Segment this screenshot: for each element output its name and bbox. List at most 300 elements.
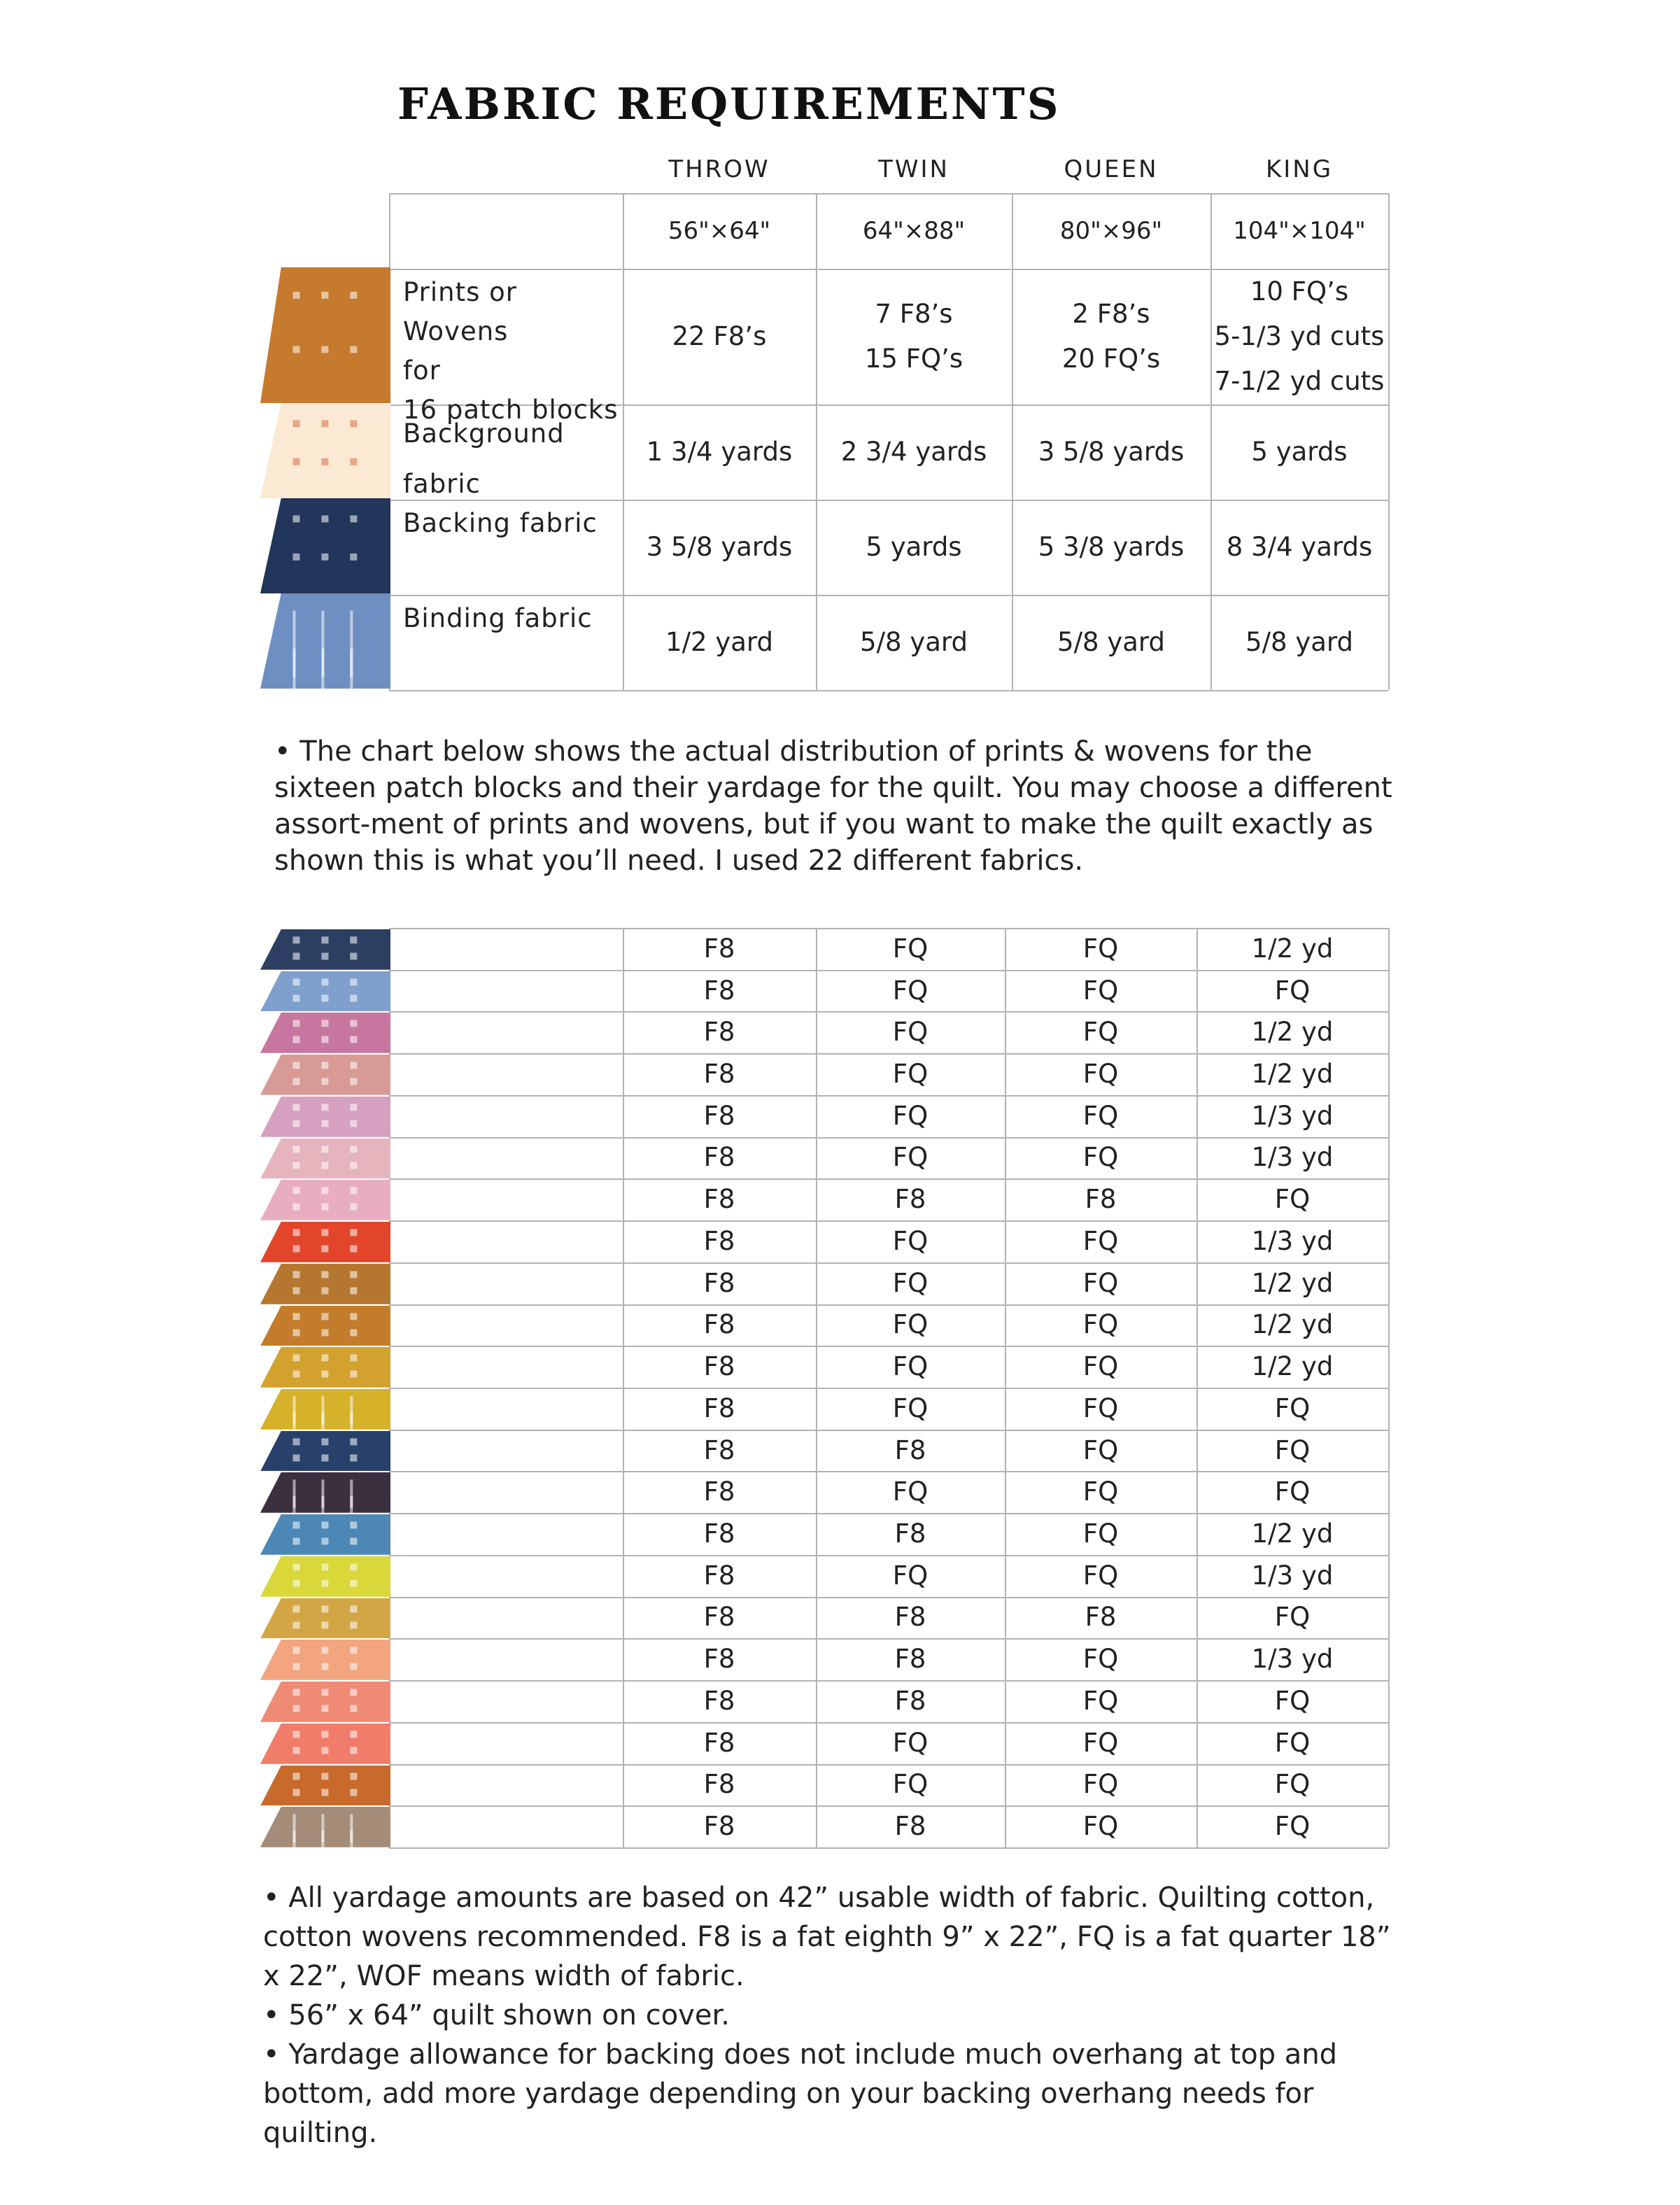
distribution-value: F8 — [703, 1602, 735, 1633]
fabric-swatch — [260, 1097, 390, 1137]
swatch-pattern-mark — [293, 1146, 300, 1153]
swatch-pattern-mark — [350, 1062, 357, 1069]
fabric-swatch — [260, 593, 390, 689]
distribution-value: FQ — [892, 1351, 929, 1382]
requirement-value-line: 7-1/2 yd cuts — [1214, 366, 1385, 396]
swatch-pattern-mark — [321, 978, 328, 985]
swatch-pattern-mark — [321, 1454, 328, 1461]
swatch-pattern-mark — [321, 292, 328, 299]
swatch-pattern-mark — [350, 1104, 357, 1111]
fabric-swatch — [260, 1472, 390, 1513]
distribution-value: F8 — [894, 1184, 926, 1215]
distribution-value: F8 — [703, 1769, 735, 1800]
distribution-value: FQ — [892, 1017, 929, 1048]
swatch-pattern-mark — [293, 1747, 300, 1754]
swatch-pattern-mark — [293, 346, 300, 353]
swatch-pattern-mark — [321, 1773, 328, 1780]
swatch-pattern-mark — [350, 1078, 357, 1085]
fabric-swatch-shape — [260, 1598, 390, 1639]
swatch-pattern-mark — [321, 1605, 328, 1612]
distribution-value: F8 — [703, 1727, 735, 1758]
swatch-pattern-mark — [293, 1020, 300, 1027]
distribution-value: FQ — [892, 975, 929, 1006]
swatch-pattern-mark — [321, 1747, 328, 1754]
grid-line — [1388, 928, 1390, 1847]
fabric-swatch-shape — [260, 1514, 390, 1555]
swatch-pattern-mark — [293, 1663, 300, 1670]
distribution-value: FQ — [1274, 1727, 1311, 1758]
distribution-value: FQ — [1082, 1560, 1119, 1591]
swatch-pattern-mark — [293, 1538, 300, 1545]
swatch-pattern-mark — [293, 1579, 300, 1586]
distribution-value: FQ — [892, 1309, 929, 1340]
distribution-value: FQ — [1082, 1477, 1119, 1507]
swatch-pattern-mark — [293, 1313, 300, 1320]
swatch-pattern-mark — [321, 1188, 328, 1195]
distribution-value: F8 — [703, 1435, 735, 1465]
fabric-swatch-shape — [260, 1472, 390, 1513]
swatch-pattern-mark — [293, 1454, 300, 1461]
swatch-pattern-mark — [350, 1831, 353, 1847]
distribution-value: FQ — [1274, 1769, 1311, 1800]
swatch-pattern-mark — [293, 1621, 300, 1628]
requirement-label-line: Backing fabric — [403, 508, 598, 538]
fabric-swatch — [260, 1556, 390, 1597]
requirement-value — [623, 595, 816, 690]
distribution-value: F8 — [894, 1644, 926, 1675]
fabric-swatch — [260, 1306, 390, 1346]
distribution-value: F8 — [703, 1811, 735, 1842]
requirement-value — [816, 500, 1012, 595]
swatch-pattern-mark — [350, 554, 357, 561]
swatch-pattern-mark — [350, 1731, 357, 1738]
requirement-value-line: 7 F8’s — [875, 299, 953, 329]
distribution-value: FQ — [1274, 1393, 1311, 1423]
requirement-value-line: 1 3/4 yards — [646, 437, 793, 467]
distribution-value: F8 — [894, 1685, 926, 1716]
distribution-value: FQ — [1274, 1435, 1311, 1465]
distribution-value: FQ — [1274, 975, 1311, 1006]
swatch-pattern-mark — [293, 292, 300, 299]
distribution-value: F8 — [703, 1685, 735, 1716]
fabric-swatch — [260, 1598, 390, 1639]
requirement-value-line: 15 FQ’s — [864, 344, 963, 374]
page-title: FABRIC REQUIREMENTS — [397, 78, 1061, 129]
swatch-pattern-mark — [293, 515, 300, 522]
fabric-swatch — [260, 1514, 390, 1555]
requirement-value — [816, 595, 1012, 690]
swatch-pattern-mark — [350, 1747, 357, 1754]
distribution-value: FQ — [1082, 1393, 1119, 1423]
distribution-value: 1/3 yd — [1251, 1560, 1334, 1591]
swatch-pattern-mark — [321, 649, 324, 689]
distribution-value: F8 — [703, 1644, 735, 1675]
distribution-value: 1/3 yd — [1251, 1142, 1334, 1173]
fabric-swatch-shape — [260, 1682, 390, 1722]
distribution-value: FQ — [1274, 1811, 1311, 1842]
swatch-pattern-mark — [321, 1036, 328, 1043]
distribution-value: F8 — [703, 1184, 735, 1215]
requirement-value-line: 3 5/8 yards — [646, 532, 793, 562]
distribution-value: FQ — [892, 1267, 929, 1298]
requirement-value-line: 5 yards — [1251, 437, 1348, 467]
distribution-value: FQ — [892, 933, 929, 964]
swatch-pattern-mark — [350, 1355, 357, 1362]
distribution-value: FQ — [1082, 1811, 1119, 1842]
swatch-pattern-mark — [350, 1579, 357, 1586]
distribution-value: FQ — [892, 1727, 929, 1758]
swatch-pattern-mark — [350, 1522, 357, 1529]
distribution-value: F8 — [703, 1059, 735, 1090]
swatch-pattern-mark — [350, 978, 357, 985]
swatch-pattern-mark — [293, 1287, 300, 1294]
distribution-value: FQ — [892, 1769, 929, 1800]
distribution-value: FQ — [1082, 1519, 1119, 1549]
grid-line — [389, 1847, 1388, 1849]
fabric-swatch-shape — [260, 1055, 390, 1095]
fabric-swatch — [260, 1264, 390, 1304]
distribution-value: F8 — [703, 1560, 735, 1591]
swatch-pattern-mark — [293, 1188, 300, 1195]
swatch-pattern-mark — [321, 936, 328, 943]
fabric-swatch — [260, 1766, 390, 1806]
swatch-pattern-mark — [350, 1412, 353, 1429]
requirement-value-line: 5/8 yard — [860, 627, 968, 657]
distribution-value: F8 — [1085, 1184, 1117, 1215]
distribution-value: FQ — [1082, 1017, 1119, 1048]
distribution-value: F8 — [1085, 1602, 1117, 1633]
note-item: • 56” x 64” quilt shown on cover. — [263, 1999, 730, 2031]
swatch-pattern-mark — [293, 1204, 300, 1211]
swatch-pattern-mark — [350, 420, 357, 427]
distribution-value: FQ — [1082, 1769, 1119, 1800]
requirement-value-line: 22 F8’s — [672, 321, 767, 351]
fabric-swatch-shape — [260, 1807, 390, 1847]
size-header-twin: TWIN — [878, 155, 950, 183]
swatch-pattern-mark — [350, 1146, 357, 1153]
swatch-pattern-mark — [293, 1731, 300, 1738]
size-dimensions: 104"×104" — [1233, 217, 1366, 245]
distribution-value: F8 — [703, 1225, 735, 1256]
distribution-value: FQ — [1082, 1059, 1119, 1090]
distribution-value: 1/2 yd — [1251, 933, 1334, 964]
fabric-swatch-shape — [260, 1222, 390, 1262]
distribution-value: FQ — [1082, 975, 1119, 1006]
requirement-value — [1210, 500, 1388, 595]
requirement-label — [403, 504, 620, 543]
swatch-pattern-mark — [350, 1496, 353, 1513]
distribution-value: F8 — [894, 1811, 926, 1842]
distribution-value: FQ — [1082, 1435, 1119, 1465]
distribution-value: FQ — [892, 1560, 929, 1591]
swatch-pattern-mark — [350, 1789, 357, 1796]
distribution-value: F8 — [703, 1477, 735, 1507]
swatch-pattern-mark — [350, 1605, 357, 1612]
swatch-pattern-mark — [321, 1647, 328, 1654]
swatch-pattern-mark — [321, 1162, 328, 1169]
swatch-pattern-mark — [321, 346, 328, 353]
distribution-value: 1/2 yd — [1251, 1519, 1334, 1549]
grid-line — [1388, 193, 1390, 690]
swatch-pattern-mark — [321, 1313, 328, 1320]
swatch-pattern-mark — [321, 1104, 328, 1111]
swatch-pattern-mark — [350, 649, 353, 689]
requirement-value — [623, 404, 816, 500]
distribution-value: 1/2 yd — [1251, 1351, 1334, 1382]
swatch-pattern-mark — [293, 649, 296, 689]
requirement-label-line: Binding fabric — [403, 603, 593, 633]
swatch-pattern-mark — [321, 1689, 328, 1696]
size-header-throw: THROW — [668, 155, 770, 183]
requirement-value-line: 3 5/8 yards — [1038, 437, 1185, 467]
requirement-value-line: 5 3/8 yards — [1038, 532, 1185, 562]
size-dimensions: 64"×88" — [862, 217, 966, 245]
requirement-label-line: 16 patch blocks — [403, 395, 619, 425]
distribution-value: 1/2 yd — [1251, 1267, 1334, 1298]
swatch-pattern-mark — [350, 1313, 357, 1320]
requirement-value-line: 8 3/4 yards — [1226, 532, 1373, 562]
swatch-pattern-mark — [293, 1496, 296, 1513]
swatch-pattern-mark — [350, 1162, 357, 1169]
swatch-pattern-mark — [293, 1689, 300, 1696]
fabric-swatch — [260, 498, 390, 593]
swatch-pattern-mark — [321, 1789, 328, 1796]
fabric-swatch-shape — [260, 1347, 390, 1388]
swatch-pattern-mark — [321, 1229, 328, 1236]
fabric-swatch-shape — [260, 1139, 390, 1179]
distribution-value: FQ — [1082, 1727, 1119, 1758]
distribution-value: FQ — [1274, 1184, 1311, 1215]
swatch-pattern-mark — [293, 952, 300, 959]
swatch-pattern-mark — [350, 1663, 357, 1670]
swatch-pattern-mark — [321, 554, 328, 561]
requirement-label — [403, 599, 620, 638]
requirement-value-line: 2 F8’s — [1072, 299, 1150, 329]
distribution-value: FQ — [892, 1142, 929, 1173]
swatch-pattern-mark — [350, 1229, 357, 1236]
swatch-pattern-mark — [321, 1579, 328, 1586]
distribution-value: FQ — [1082, 933, 1119, 964]
fabric-swatch-shape — [260, 1264, 390, 1304]
swatch-pattern-mark — [293, 1438, 300, 1445]
swatch-pattern-mark — [293, 1831, 296, 1847]
fabric-swatch — [260, 929, 390, 970]
requirement-label — [403, 273, 620, 430]
fabric-swatch — [260, 1682, 390, 1722]
requirement-value — [816, 269, 1012, 404]
fabric-swatch-shape — [260, 971, 390, 1012]
swatch-pattern-mark — [350, 515, 357, 522]
swatch-pattern-mark — [350, 952, 357, 959]
distribution-value: F8 — [703, 1519, 735, 1549]
swatch-pattern-mark — [293, 458, 300, 465]
distribution-value: F8 — [894, 1602, 926, 1633]
swatch-pattern-mark — [321, 1062, 328, 1069]
swatch-pattern-mark — [293, 994, 300, 1001]
size-dimensions: 56"×64" — [668, 217, 771, 245]
swatch-pattern-mark — [321, 1621, 328, 1628]
distribution-value: 1/3 yd — [1251, 1644, 1334, 1675]
fabric-swatch-shape — [260, 929, 390, 970]
distribution-value: FQ — [1274, 1685, 1311, 1716]
swatch-pattern-mark — [350, 1329, 357, 1336]
distribution-value: 1/2 yd — [1251, 1309, 1334, 1340]
swatch-pattern-mark — [321, 458, 328, 465]
fabric-swatch-shape — [260, 1306, 390, 1346]
fabric-swatch-shape — [260, 1640, 390, 1680]
fabric-swatch-shape — [260, 1724, 390, 1764]
swatch-pattern-mark — [321, 1371, 328, 1378]
fabric-swatch-shape — [260, 1766, 390, 1806]
distribution-value: F8 — [703, 1267, 735, 1298]
note-item: • All yardage amounts are based on 42” usable width of fabric. Quilting cotton, cotton wovens recommended. F8 is a fat eighth 9” x 22”, FQ is a fat quarter 18” x 22”, WOF means width of fabric. — [263, 1882, 1391, 1992]
fabric-swatch — [260, 1640, 390, 1680]
swatch-pattern-mark — [293, 1647, 300, 1654]
size-header-king: KING — [1265, 155, 1334, 183]
fabric-swatch-shape — [260, 267, 390, 403]
swatch-pattern-mark — [321, 1731, 328, 1738]
distribution-value: FQ — [892, 1477, 929, 1507]
distribution-value: F8 — [703, 1100, 735, 1131]
swatch-pattern-mark — [321, 1412, 324, 1429]
requirement-value-line: 5 yards — [866, 532, 962, 562]
distribution-value: 1/2 yd — [1251, 1017, 1334, 1048]
distribution-value: 1/3 yd — [1251, 1100, 1334, 1131]
swatch-pattern-mark — [350, 458, 357, 465]
swatch-pattern-mark — [321, 952, 328, 959]
swatch-pattern-mark — [321, 1020, 328, 1027]
swatch-pattern-mark — [350, 994, 357, 1001]
requirement-value — [1210, 269, 1388, 404]
swatch-pattern-mark — [321, 1438, 328, 1445]
distribution-value: FQ — [1082, 1100, 1119, 1131]
requirement-value — [1012, 404, 1210, 500]
requirement-label-line: for — [403, 355, 441, 386]
swatch-pattern-mark — [321, 1271, 328, 1278]
swatch-pattern-mark — [350, 1454, 357, 1461]
swatch-pattern-mark — [293, 978, 300, 985]
distribution-note: • The chart below shows the actual distribution of prints & wovens for the sixteen patch blocks and their yardage for the quilt. You may choose a different assort-ment of prints and wovens, but if you want to make the quilt exactly as shown this is what you’ll need. I used 22 different fabrics. — [274, 735, 1392, 877]
swatch-pattern-mark — [293, 1605, 300, 1612]
requirement-value-line: 5/8 yard — [1245, 627, 1353, 657]
swatch-pattern-mark — [293, 1371, 300, 1378]
swatch-pattern-mark — [321, 420, 328, 427]
swatch-pattern-mark — [321, 1287, 328, 1294]
swatch-pattern-mark — [293, 1412, 296, 1429]
swatch-pattern-mark — [293, 554, 300, 561]
swatch-pattern-mark — [321, 1146, 328, 1153]
swatch-pattern-mark — [350, 1371, 357, 1378]
swatch-pattern-mark — [321, 1663, 328, 1670]
requirement-value — [816, 404, 1012, 500]
swatch-pattern-mark — [321, 1078, 328, 1085]
swatch-pattern-mark — [350, 1689, 357, 1696]
fabric-swatch-shape — [260, 1431, 390, 1472]
requirement-value-line: 10 FQ’s — [1250, 276, 1349, 307]
swatch-pattern-mark — [293, 1522, 300, 1529]
distribution-value: F8 — [703, 975, 735, 1006]
fabric-swatch — [260, 1807, 390, 1847]
requirement-value — [1210, 595, 1388, 690]
fabric-swatch-shape — [260, 1389, 390, 1430]
grid-line — [389, 193, 1388, 195]
requirement-label-line: Background — [403, 418, 565, 449]
swatch-pattern-mark — [321, 515, 328, 522]
swatch-pattern-mark — [293, 1120, 300, 1127]
swatch-pattern-mark — [350, 1188, 357, 1195]
distribution-value: FQ — [1082, 1142, 1119, 1173]
fabric-swatch — [260, 971, 390, 1012]
swatch-pattern-mark — [293, 1271, 300, 1278]
fabric-swatch-shape — [260, 1097, 390, 1137]
size-dimensions: 80"×96" — [1059, 217, 1163, 245]
swatch-pattern-mark — [293, 1773, 300, 1780]
swatch-pattern-mark — [350, 1020, 357, 1027]
swatch-pattern-mark — [293, 1078, 300, 1085]
distribution-value: FQ — [1274, 1602, 1311, 1633]
swatch-pattern-mark — [293, 1705, 300, 1712]
swatch-pattern-mark — [293, 1229, 300, 1236]
swatch-pattern-mark — [293, 1062, 300, 1069]
distribution-value: F8 — [894, 1435, 926, 1465]
swatch-pattern-mark — [293, 1036, 300, 1043]
distribution-value: FQ — [1082, 1685, 1119, 1716]
requirement-value — [623, 500, 816, 595]
swatch-pattern-mark — [321, 1329, 328, 1336]
swatch-pattern-mark — [350, 346, 357, 353]
distribution-value: F8 — [703, 1017, 735, 1048]
distribution-value: 1/2 yd — [1251, 1059, 1334, 1090]
requirement-value — [1012, 269, 1210, 404]
swatch-pattern-mark — [321, 1538, 328, 1545]
fabric-swatch-shape — [260, 1180, 390, 1220]
swatch-pattern-mark — [350, 1621, 357, 1628]
swatch-pattern-mark — [350, 1120, 357, 1127]
swatch-pattern-mark — [321, 1522, 328, 1529]
fabric-swatch-shape — [260, 1013, 390, 1053]
distribution-value: FQ — [1082, 1225, 1119, 1256]
distribution-value: FQ — [892, 1393, 929, 1423]
distribution-value: F8 — [703, 1309, 735, 1340]
requirement-value-line: 2 3/4 yards — [840, 437, 987, 467]
fabric-swatch — [260, 1180, 390, 1220]
fabric-swatch-shape — [260, 1556, 390, 1597]
fabric-swatch — [260, 267, 390, 403]
fabric-swatch — [260, 1222, 390, 1262]
fabric-swatch — [260, 1055, 390, 1095]
fabric-swatch-shape — [260, 498, 390, 593]
swatch-pattern-mark — [321, 1204, 328, 1211]
swatch-pattern-mark — [350, 1705, 357, 1712]
swatch-pattern-mark — [321, 1246, 328, 1253]
requirement-value — [623, 269, 816, 404]
requirement-value-line: 1/2 yard — [665, 627, 773, 657]
swatch-pattern-mark — [321, 1120, 328, 1127]
requirement-value — [1012, 595, 1210, 690]
swatch-pattern-mark — [293, 1329, 300, 1336]
requirement-value-line: 5-1/3 yd cuts — [1214, 321, 1385, 351]
requirement-label-line: Prints or Wovens — [403, 277, 517, 346]
swatch-pattern-mark — [350, 1246, 357, 1253]
swatch-pattern-mark — [350, 1271, 357, 1278]
fabric-swatch — [260, 1431, 390, 1472]
swatch-pattern-mark — [293, 936, 300, 943]
note-item: • Yardage allowance for backing does not include much overhang at top and bottom, add more yardage depending on your backing overhang needs for quilting. — [263, 2038, 1338, 2149]
swatch-pattern-mark — [321, 1705, 328, 1712]
fabric-swatch — [260, 1389, 390, 1430]
distribution-value: F8 — [703, 1393, 735, 1423]
distribution-value: F8 — [703, 933, 735, 964]
